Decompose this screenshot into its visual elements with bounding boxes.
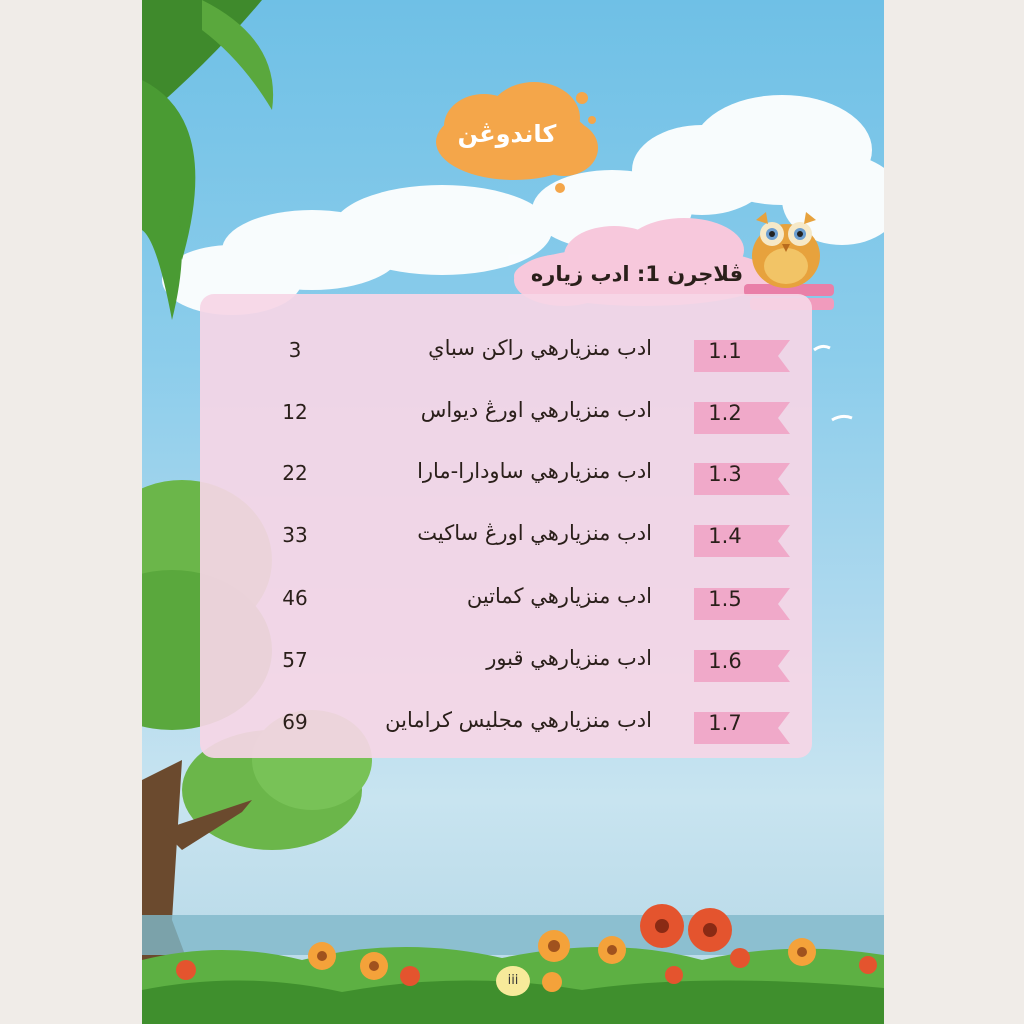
toc-title: ادب منزيارهي قبور <box>486 646 652 670</box>
toc-page-number: 3 <box>288 338 302 362</box>
toc-title: ادب منزيارهي كماتين <box>466 584 652 608</box>
page-title: كاندوڠن <box>457 120 557 148</box>
toc-number: 1.2 <box>708 401 742 425</box>
toc-page-number: 46 <box>282 586 308 610</box>
toc-number: 1.1 <box>708 339 742 363</box>
toc-page-number: 22 <box>282 461 308 485</box>
toc-title: ادب منزيارهي ساودارا-مارا <box>417 459 652 483</box>
toc-row[interactable] <box>200 517 812 561</box>
toc-row[interactable] <box>200 394 812 438</box>
toc-page-number: 12 <box>282 400 308 424</box>
toc-title: ادب منزيارهي مجليس كراماين <box>385 708 652 732</box>
toc-number: 1.7 <box>708 711 742 735</box>
page-number: iii <box>496 966 530 996</box>
toc-number: 1.4 <box>708 524 742 548</box>
toc-title: ادب منزيارهي اورڠ ساكيت <box>417 521 652 545</box>
toc-page-number: 57 <box>282 648 308 672</box>
toc-panel <box>200 294 812 758</box>
sea <box>142 915 884 955</box>
toc-row[interactable] <box>200 332 812 376</box>
book-page <box>142 0 884 1024</box>
toc-row[interactable] <box>200 580 812 624</box>
toc-title: ادب منزيارهي راكن سباي <box>428 336 652 360</box>
toc-title: ادب منزيارهي اورڠ ديواس <box>420 398 652 422</box>
toc-number: 1.3 <box>708 462 742 486</box>
toc-page-number: 69 <box>282 710 308 734</box>
toc-row[interactable] <box>200 455 812 499</box>
toc-page-number: 33 <box>282 523 308 547</box>
toc-row[interactable] <box>200 704 812 748</box>
bird-icon <box>832 416 852 420</box>
bird-icon <box>814 346 830 350</box>
owl-icon <box>752 212 820 288</box>
toc-number: 1.6 <box>708 649 742 673</box>
toc-row[interactable] <box>200 642 812 686</box>
chapter-title: ڤلاجرن 1: ادب زياره <box>530 262 744 286</box>
toc-number: 1.5 <box>708 587 742 611</box>
